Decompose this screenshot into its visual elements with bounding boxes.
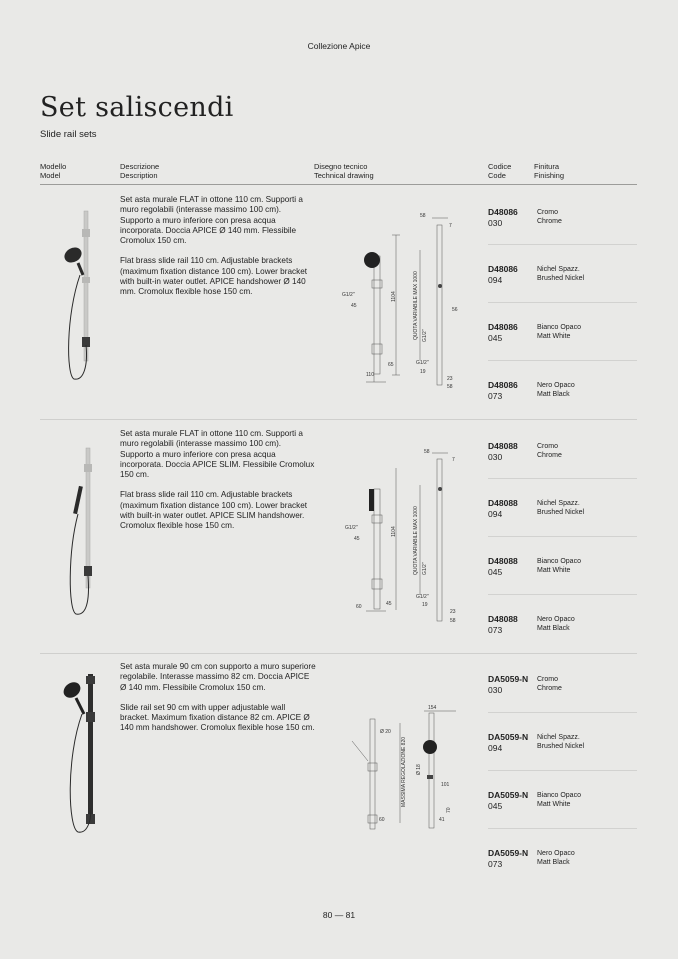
product-code: DA5059-N 045 [488,790,529,811]
col-head-finish: Finitura Finishing [534,162,565,180]
variant-divider [488,536,637,537]
product-description: Set asta murale 90 cm con supporto a muro superiore regolabile. Interasse massimo 82 cm. Doccia APICE Ø 140 mm. Flessibile Cromolux 150 cm. Slide rail set 90 cm with upper adjustable wall bracket. Maximum fixation distance 82 cm. APICE Ø 140 mm handshower. Cromolux flexible hose 150 cm. [120,662,316,733]
col-head-description: Descrizione Description [120,162,160,180]
svg-text:70: 70 [446,807,452,813]
technical-drawing [344,703,464,838]
svg-text:QUOTA VARIABILE MAX 1000: QUOTA VARIABILE MAX 1000 [413,506,419,575]
variant-divider [488,478,637,479]
variant-divider [488,828,637,829]
product-code: D48086 045 [488,322,518,343]
product-code: DA5059-N 094 [488,732,529,753]
product-code: D48086 094 [488,264,518,285]
product-finish: Nero Opaco Matt Black [537,850,575,866]
page-subtitle: Slide rail sets [40,129,97,140]
product-finish: Nichel Spazz. Brushed Nickel [537,266,585,282]
variant-divider [488,594,637,595]
page-number: 80 — 81 [322,910,356,920]
product-finish: Nero Opaco Matt Black [537,382,575,398]
product-finish: Nero Opaco Matt Black [537,616,575,632]
svg-text:QUOTA VARIABILE MAX 1000: QUOTA VARIABILE MAX 1000 [413,271,419,340]
svg-text:58: 58 [450,618,456,624]
svg-text:23: 23 [450,609,456,615]
technical-drawing [336,445,466,630]
svg-text:1104: 1104 [391,291,397,302]
product-photo-apice-round [58,205,108,385]
svg-text:60: 60 [379,817,385,823]
section-rule [40,653,637,654]
variant-divider [488,244,637,245]
section-rule [40,419,637,420]
product-code: DA5059-N 030 [488,674,529,695]
product-description: Set asta murale FLAT in ottone 110 cm. Supporti a muro regolabili (interasse massimo 100 cm). Supporto a muro inferiore con presa acqua incorporata. Doccia APICE SLIM. Flessibile Cromolux 150 cm. Flat brass slide rail 110 cm. Adjustable brackets (maximum fixation distance 100 cm). Lower bracket with built-in water outlet. APICE SLIM handshower. Cromolux flexible hose 150 cm. [120,429,315,531]
collection-name: Collezione Apice [307,41,371,51]
header-rule [40,184,637,185]
svg-text:G1/2": G1/2" [416,594,429,600]
product-code: DA5059-N 073 [488,848,529,869]
svg-text:101: 101 [441,782,450,788]
svg-text:65: 65 [388,362,394,368]
svg-text:58: 58 [424,449,430,455]
product-finish: Nichel Spazz. Brushed Nickel [537,734,585,750]
svg-text:G1/2": G1/2" [422,562,428,575]
col-head-drawing: Disegno tecnico Technical drawing [314,162,374,180]
product-finish: Cromo Chrome [537,443,562,459]
product-finish: Nichel Spazz. Brushed Nickel [537,500,585,516]
svg-text:G1/2": G1/2" [345,525,358,531]
col-head-code: Codice Code [488,162,512,180]
product-finish: Cromo Chrome [537,676,562,692]
product-photo-apice-slim [62,442,108,622]
product-finish: Bianco Opaco Matt White [537,792,581,808]
product-photo-apice-90 [58,668,108,838]
svg-text:23: 23 [447,376,453,382]
svg-text:G1/2": G1/2" [416,360,429,366]
svg-text:19: 19 [422,602,428,608]
product-finish: Bianco Opaco Matt White [537,324,581,340]
svg-text:7: 7 [452,457,455,463]
svg-text:1104: 1104 [391,526,397,537]
svg-text:45: 45 [351,303,357,309]
svg-text:G1/2": G1/2" [422,329,428,342]
svg-text:7: 7 [449,223,452,229]
svg-text:110: 110 [366,372,374,378]
svg-text:MASSIMA REGOLAZIONE 820: MASSIMA REGOLAZIONE 820 [401,736,407,807]
product-code: D48088 045 [488,556,518,577]
svg-text:154: 154 [428,705,437,711]
product-code: D48088 030 [488,441,518,462]
svg-text:41: 41 [439,817,445,823]
col-head-model: Modello Model [40,162,67,180]
svg-text:19: 19 [420,369,426,375]
svg-text:58: 58 [447,384,453,390]
product-code: D48088 094 [488,498,518,519]
variant-divider [488,302,637,303]
svg-text:56: 56 [452,307,458,313]
product-code: D48086 030 [488,207,518,228]
svg-text:58: 58 [420,213,426,219]
svg-text:Ø 18: Ø 18 [416,764,422,775]
product-code: D48086 073 [488,380,518,401]
product-description: Set asta murale FLAT in ottone 110 cm. Supporti a muro regolabili (interasse massimo 100 cm). Supporto a muro inferiore con presa acqua incorporata. Doccia APICE Ø 140 mm. Flessibile Cromolux 150 cm. Flat brass slide rail 110 cm. Adjustable brackets (maximum fixation distance 100 cm). Lower bracket with built-in water outlet. APICE handshower Ø 140 mm. Cromolux flexible hose 150 cm. [120,195,308,297]
product-code: D48088 073 [488,614,518,635]
svg-text:45: 45 [354,536,360,542]
variant-divider [488,712,637,713]
page-title: Set saliscendi [40,92,234,123]
variant-divider [488,770,637,771]
product-finish: Bianco Opaco Matt White [537,558,581,574]
technical-drawing [336,210,466,395]
svg-text:60: 60 [356,604,362,610]
svg-text:45: 45 [386,601,392,607]
svg-text:G1/2": G1/2" [342,292,355,298]
variant-divider [488,360,637,361]
product-finish: Cromo Chrome [537,209,562,225]
svg-text:Ø 20: Ø 20 [380,729,391,735]
